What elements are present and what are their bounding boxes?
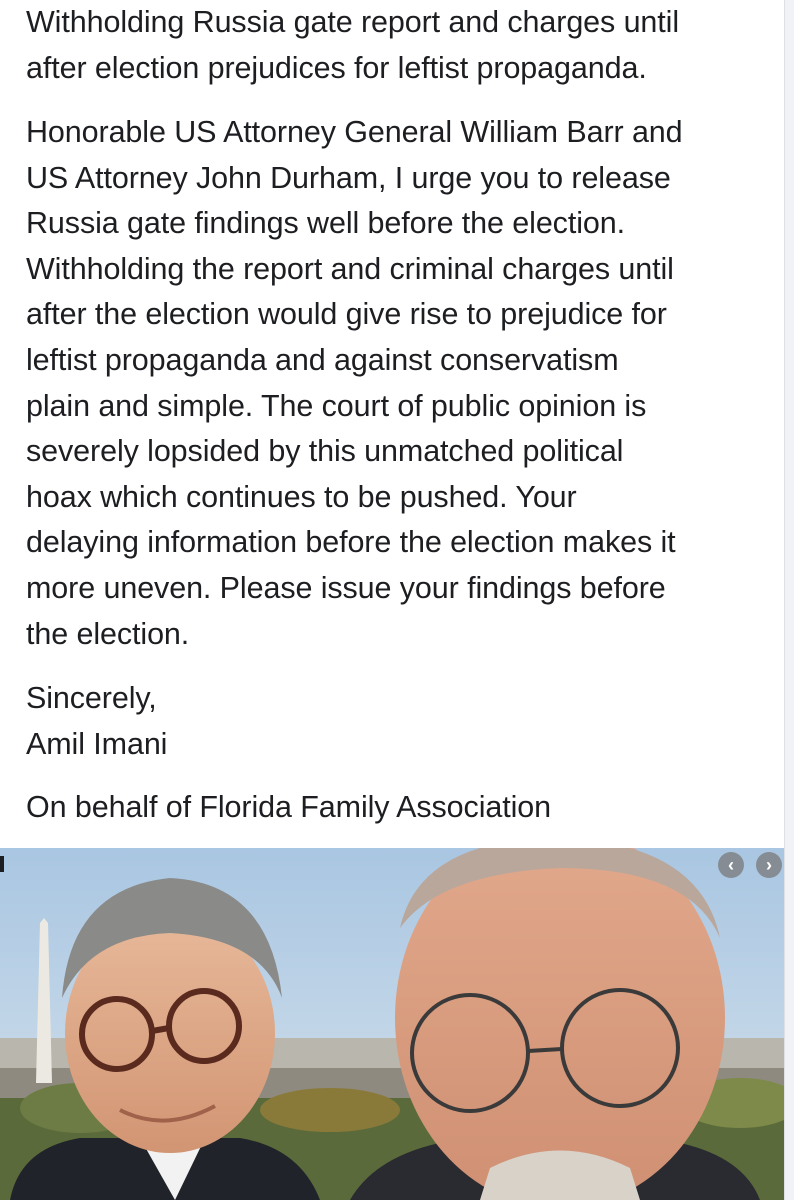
chevron-right-icon[interactable]: ›	[756, 852, 782, 878]
post-paragraph-headline: Withholding Russia gate report and charges until after election prejudices for leftist propaganda.	[26, 5, 680, 85]
post-paragraph-signature: Sincerely, Amil Imani	[26, 681, 168, 761]
post-paragraph-letter-body: Honorable US Attorney General William Barr and US Attorney John Durham, I urge you to release Russia gate findings well before the election. Withholding the report and criminal charges until after the election would give rise to prejudice for leftist propaganda and against conservatism plain and simple. The court of public opinion is severely lopsided by this unmatched political hoax which continues to be pushed. Your delaying information before the election makes it more uneven. Please issue your findings before the election.	[26, 115, 683, 651]
post-paragraph-affiliation: On behalf of Florida Family Association	[26, 790, 552, 824]
photo-edge-indicator	[0, 856, 4, 872]
post-photo[interactable]	[0, 848, 784, 1200]
chevron-left-icon[interactable]: ‹	[718, 852, 744, 878]
photo-illustration	[0, 848, 784, 1200]
